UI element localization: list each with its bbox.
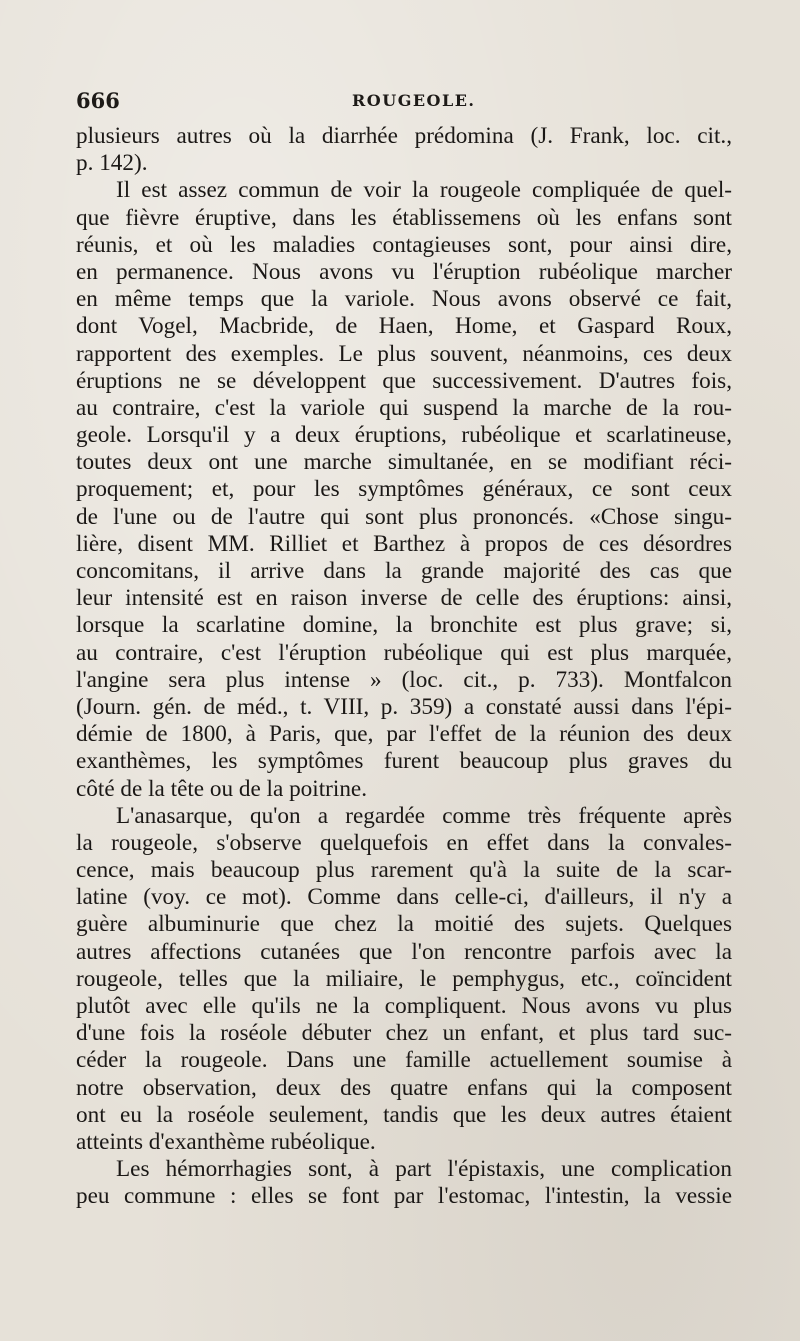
text-line: l'angine sera plus intense » (loc. cit., p. 733). Montfalcon (76, 666, 732, 693)
text-line: latine (voy. ce mot). Comme dans celle-ci, d'ailleurs, il n'y a (76, 884, 732, 911)
text-line: céder la rougeole. Dans une famille actuellement soumise à (76, 1047, 732, 1074)
text-line: démie de 1800, à Paris, que, par l'effet de la réunion des deux (76, 721, 732, 748)
text-line: proquement; et, pour les symptômes généraux, ce sont ceux (76, 476, 732, 503)
text-line: rapportent des exemples. Le plus souvent, néanmoins, ces deux (76, 340, 732, 367)
text-line: lorsque la scarlatine domine, la bronchite est plus grave; si, (76, 612, 732, 639)
text-line: atteints d'exanthème rubéolique. (76, 1128, 376, 1155)
text-line: réunis, et où les maladies contagieuses sont, pour ainsi dire, (76, 231, 732, 258)
text-line: geole. Lorsqu'il y a deux éruptions, rubéolique et scarlatineuse, (76, 422, 732, 449)
text-line: concomitans, il arrive dans la grande majorité des cas que (76, 558, 732, 584)
text-line: ont eu la roséole seulement, tandis que les deux autres étaient (76, 1101, 732, 1128)
body-text (76, 123, 732, 1211)
text-line: d'une fois la roséole débuter chez un enfant, et plus tard suc- (76, 1020, 732, 1047)
text-line: côté de la tête ou de la poitrine. (76, 775, 368, 802)
text-line: plutôt avec elle qu'ils ne la compliquent. Nous avons vu plus (76, 993, 732, 1019)
text-line: que fièvre éruptive, dans les établissemens où les enfans sont (76, 204, 732, 231)
text-line: guère albuminurie que chez la moitié des sujets. Quelques (76, 911, 732, 938)
text-line: au contraire, c'est l'éruption rubéolique qui est plus marquée, (76, 639, 732, 666)
text-line: rougeole, telles que la miliaire, le pemphygus, etc., coïncident (76, 965, 732, 992)
text-line: Il est assez commun de voir la rougeole compliquée de quel- (116, 177, 732, 204)
text-line: cence, mais beaucoup plus rarement qu'à la suite de la scar- (76, 857, 732, 884)
text-line: (Journ. gén. de méd., t. VIII, p. 359) a constaté aussi dans l'épi- (76, 693, 732, 720)
text-line: toutes deux ont une marche simultanée, en se modifiant réci- (76, 449, 732, 476)
text-line: autres affections cutanées que l'on rencontre parfois avec la (76, 938, 732, 965)
text-line: p. 142). (76, 150, 148, 177)
text-line: en permanence. Nous avons vu l'éruption rubéolique marcher (76, 258, 732, 285)
text-line: en même temps que la variole. Nous avons observé ce fait, (76, 286, 732, 313)
text-line: exanthèmes, les symptômes furent beaucoup plus graves du (76, 748, 732, 775)
text-line: leur intensité est en raison inverse de celle des éruptions: ainsi, (76, 585, 732, 612)
text-line: éruptions ne se développent que successivement. D'autres fois, (76, 367, 732, 394)
page-header (76, 88, 740, 118)
text-line: peu commune : elles se font par l'estomac, l'intestin, la vessie (76, 1183, 732, 1210)
text-line: plusieurs autres où la diarrhée prédomina (J. Frank, loc. cit., (76, 123, 732, 149)
text-line: notre observation, deux des quatre enfans qui la composent (76, 1074, 732, 1101)
text-line: dont Vogel, Macbride, de Haen, Home, et Gaspard Roux, (76, 313, 732, 340)
page-number: 666 (76, 88, 120, 113)
text-line: L'anasarque, qu'on a regardée comme très fréquente après (116, 802, 732, 829)
text-line: lière, disent MM. Rilliet et Barthez à propos de ces désordres (76, 530, 732, 557)
text-line: Les hémorrhagies sont, à part l'épistaxis, une complication (116, 1156, 732, 1183)
running-head: ROUGEOLE. (352, 91, 476, 110)
text-line: la rougeole, s'observe quelquefois en effet dans la convales- (76, 829, 732, 856)
text-line: au contraire, c'est la variole qui suspend la marche de la rou- (76, 394, 732, 421)
text-line: de l'une ou de l'autre qui sont plus prononcés. «Chose singu- (76, 503, 732, 530)
